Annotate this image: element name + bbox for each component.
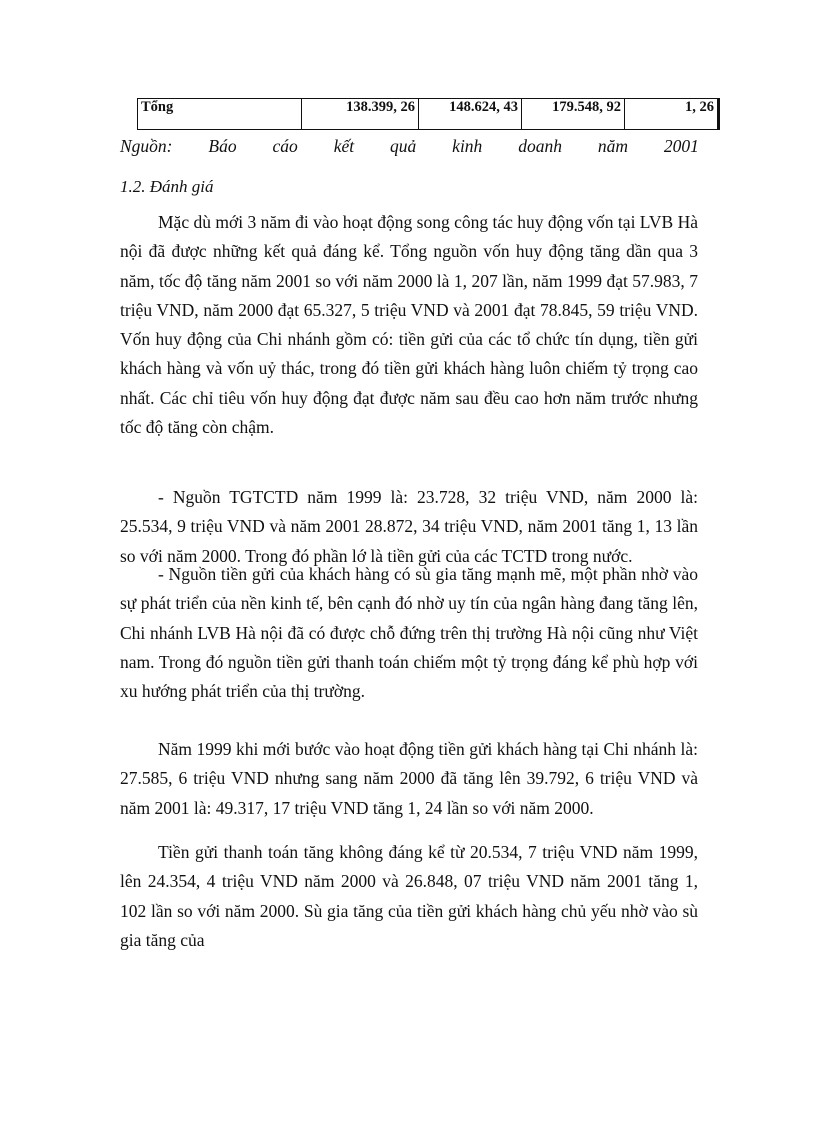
total-ratio-cell: 1, 26 <box>625 99 719 130</box>
section-heading: 1.2. Đánh giá <box>120 177 214 196</box>
source-word: Báo <box>208 136 237 156</box>
total-row-table <box>137 98 720 130</box>
source-word: cáo <box>272 136 298 156</box>
total-value-cell: 179.548, 92 <box>522 99 625 130</box>
source-note <box>120 136 699 157</box>
source-word: quả <box>390 136 417 156</box>
body-paragraph: - Nguồn TGTCTD năm 1999 là: 23.728, 32 triệu VND, năm 2000 là: 25.534, 9 triệu VND và năm 2001 28.872, 34 triệu VND, năm 2001 tăng 1, 13 lần so với năm 2000. Trong đó phần lớ là tiền gửi của các TCTD trong nước. <box>120 487 698 566</box>
source-word: kết <box>333 136 355 156</box>
source-word: năm <box>597 136 629 156</box>
body-paragraph: Năm 1999 khi mới bước vào hoạt động tiền gửi khách hàng tại Chi nhánh là: 27.585, 6 triệu VND nhưng sang năm 2000 đã tăng lên 39.792, 6 triệu VND và năm 2001 là: 49.317, 17 triệu VND tăng 1, 24 lần so với năm 2000. <box>120 739 698 818</box>
source-word: doanh <box>518 136 562 156</box>
total-value-cell: 138.399, 26 <box>302 99 419 130</box>
source-word: 2001 <box>663 136 699 156</box>
body-paragraph: - Nguồn tiền gửi của khách hàng có sù gia tăng mạnh mẽ, một phần nhờ vào sự phát triển của nền kinh tế, bên cạnh đó nhờ uy tín của ngân hàng đang tăng lên, Chi nhánh LVB Hà nội đã có được chỗ đứng trên thị trường Hà nội cũng như Việt nam. Trong đó nguồn tiền gửi thanh toán chiếm một tỷ trọng đáng kể phù hợp với xu hướng phát triển của thị trường. <box>120 564 698 702</box>
source-word: kinh <box>452 136 483 156</box>
table-row <box>138 99 719 130</box>
body-paragraph: Mặc dù mới 3 năm đi vào hoạt động song công tác huy động vốn tại LVB Hà nội đã được những kết quả đáng kể. Tổng nguồn vốn huy động tăng dần qua 3 năm, tốc độ tăng năm 2001 so với năm 2000 là 1, 207 lần, năm 1999 đạt 57.983, 7 triệu VND, năm 2000 đạt 65.327, 5 triệu VND và 2001 đạt 78.845, 59 triệu VND. Vốn huy động của Chi nhánh gồm có: tiền gửi của các tổ chức tín dụng, tiền gửi khách hàng và vốn uỷ thác, trong đó tiền gửi khách hàng luôn chiếm tỷ trọng cao nhất. Các chỉ tiêu vốn huy động đạt được năm sau đều cao hơn năm trước nhưng tốc độ tăng còn chậm. <box>120 212 698 438</box>
body-paragraph: Tiền gửi thanh toán tăng không đáng kể từ 20.534, 7 triệu VND năm 1999, lên 24.354, 4 triệu VND năm 2000 và 26.848, 07 triệu VND năm 2001 tăng 1, 102 lần so với năm 2000. Sù gia tăng của tiền gửi khách hàng chủ yếu nhờ vào sù gia tăng của <box>120 842 698 950</box>
total-value-cell: 148.624, 43 <box>419 99 522 130</box>
source-word: Nguồn: <box>120 136 173 156</box>
total-label-cell: Tổng <box>138 99 302 130</box>
